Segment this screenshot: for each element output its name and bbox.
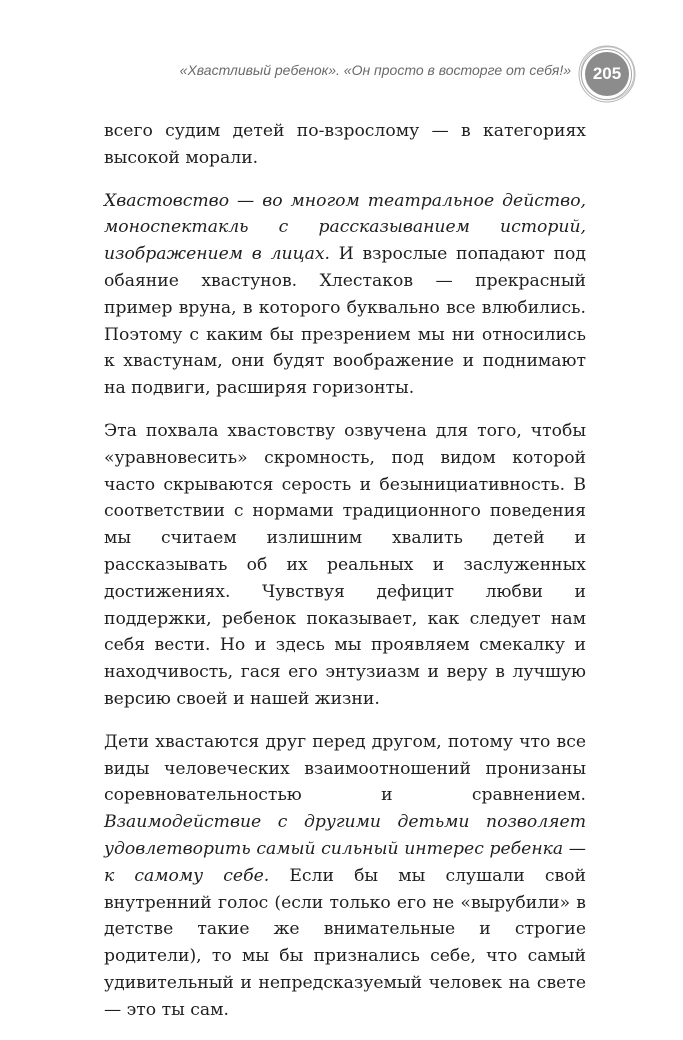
paragraph-3-text: Эта похвала хвастовству озвучена для того, чтобы «уравновесить» скромность, под видом которой часто скрываются серость и безынициативность. В соответствии с нормами традиционного поведения мы считаем излишним хвалить детей и рассказывать об их реальных и заслуженных достижениях. Чувствуя дефицит любви и поддержки, ребенок показывает, как следует нам себя вести. Но и здесь мы проявляем смекалку и находчивость, гася его энтузиазм и веру в лучшую версию своей и нашей жизни. xyxy=(104,420,586,709)
paragraph-4-italic: Взаимодействие с другими детьми позволяет удовлетворить самый сильный интерес ребенка — к самому себе. xyxy=(104,812,586,886)
paragraph-2 xyxy=(104,188,586,402)
paragraph-4-text-end: Если бы мы слушали свой внутренний голос (если только его не «вырубили» в детстве такие же внимательные и строгие родители), то мы бы признались себе, что самый удивительный и непредсказуемый человек на свете — это ты сам. xyxy=(104,865,586,1020)
running-head: «Хвастливый ребенок». «Он просто в восторге от себя!» xyxy=(179,62,571,78)
paragraph-2-text: И взрослые попадают под обаяние хвастунов. Хлестаков — прекрасный пример вруна, в которого буквально все влюбились. Поэтому с каким бы презрением мы ни относились к хвастунам, они будят воображение и поднимают на подвиги, расширяя горизонты. xyxy=(104,244,586,399)
page-header xyxy=(0,42,683,102)
paragraph-3 xyxy=(104,418,586,713)
page-number: 205 xyxy=(592,64,622,83)
page-number-badge xyxy=(577,44,637,104)
paragraph-1-text: всего судим детей по-взрослому — в категориях высокой морали. xyxy=(104,121,586,168)
paragraph-1 xyxy=(104,118,586,172)
paragraph-2-italic: Хвастовство — во многом театральное действо, моноспектакль с рассказыванием историй, изображением в лицах. xyxy=(104,190,586,265)
paragraph-4 xyxy=(104,729,586,1024)
page-body xyxy=(104,118,586,1040)
paragraph-4-text-start: Дети хвастаются друг перед другом, потому что все виды человеческих взаимоотношений пронизаны соревновательностью и сравнением. xyxy=(104,731,586,806)
